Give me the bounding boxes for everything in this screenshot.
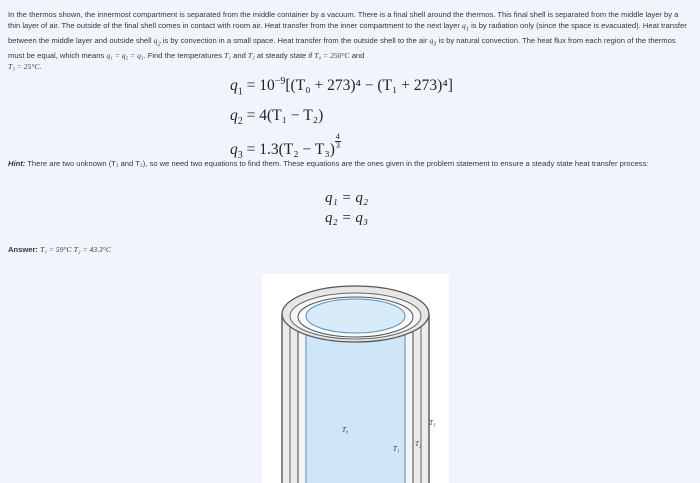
exponent-fraction: $\frac{4}{3}$	[335, 132, 340, 151]
problem-statement	[8, 9, 692, 72]
var-q2: $q_2$	[153, 35, 161, 48]
label-T3: T₃	[429, 419, 436, 427]
answer-T2: T₂ = 43.3°C	[73, 245, 111, 254]
answer-line	[8, 244, 111, 255]
problem-text-1: In the thermos shown, the innermost compartment is separated from the middle container by a vacuum. There is a final shell around the thermos. This final shell is separated from the middle layer by a thin layer of air. The outside of the final shell comes in contact with room air. Heat transfer from the inner compartment to the next layer	[8, 10, 679, 31]
problem-text-7: at steady state if	[254, 50, 315, 60]
problem-text-3: is by convection in a small space. Heat transfer from the outside shell to the air	[160, 35, 430, 45]
equation-q2: $q_2 = 4(T_1 - T_2)$	[230, 106, 324, 127]
var-q1: $q_1$	[462, 21, 469, 33]
label-T0: T₀	[342, 426, 349, 434]
problem-text-8: and	[349, 50, 365, 60]
var-T1: T₁	[224, 50, 232, 60]
hint-paragraph	[8, 158, 692, 169]
problem-text-2: is by radiation only (since the space is evacuated). Heat transfer between the middle layer and outside shell	[8, 21, 687, 45]
equation-q3: $q_3 = 1.3(T_2 - T_3)$ $\frac{4}{3}$	[230, 132, 340, 162]
label-T2: T₂	[415, 440, 422, 448]
answer-label: Answer:	[8, 245, 38, 254]
condition-T3: T₃ = 25°C.	[8, 61, 42, 71]
problem-text-4: is by natural convection. The heat flux from each region of the thermos must be equal, which means	[8, 35, 676, 60]
var-T2: T₂	[247, 50, 255, 60]
inner-rim	[306, 299, 405, 333]
problem-text-6: and	[231, 50, 248, 60]
condition-T0: T₀ = 250°C	[314, 50, 350, 60]
eq-chain: q₁ = q₂ = q₃	[106, 50, 144, 60]
answer-T1: T₁ = 59°C	[40, 245, 72, 254]
thermos-diagram	[262, 274, 449, 483]
hint-equation-block	[325, 188, 368, 228]
hint-equation-1: q₁ = q₂	[325, 190, 369, 206]
var-q3: $q_3$	[429, 35, 437, 48]
hint-equation-2: q₂ = q₃	[325, 210, 369, 226]
equation-q1: $q_1 = 10^{-9}[(T_0 + 273)^4 - (T_1 + 273)^4]$	[230, 76, 453, 98]
hint-text: There are two unknown (T₁ and T₂), so we need two equations to find them. These equations are the ones given in the problem statement to ensure a steady state heat transfer process:	[25, 159, 649, 168]
thermos-figure	[262, 274, 449, 483]
problem-text-5: . Find the temperatures	[143, 50, 225, 60]
hint-label: Hint:	[8, 159, 26, 168]
equation-block	[230, 70, 453, 168]
label-T1: T₁	[393, 445, 400, 453]
